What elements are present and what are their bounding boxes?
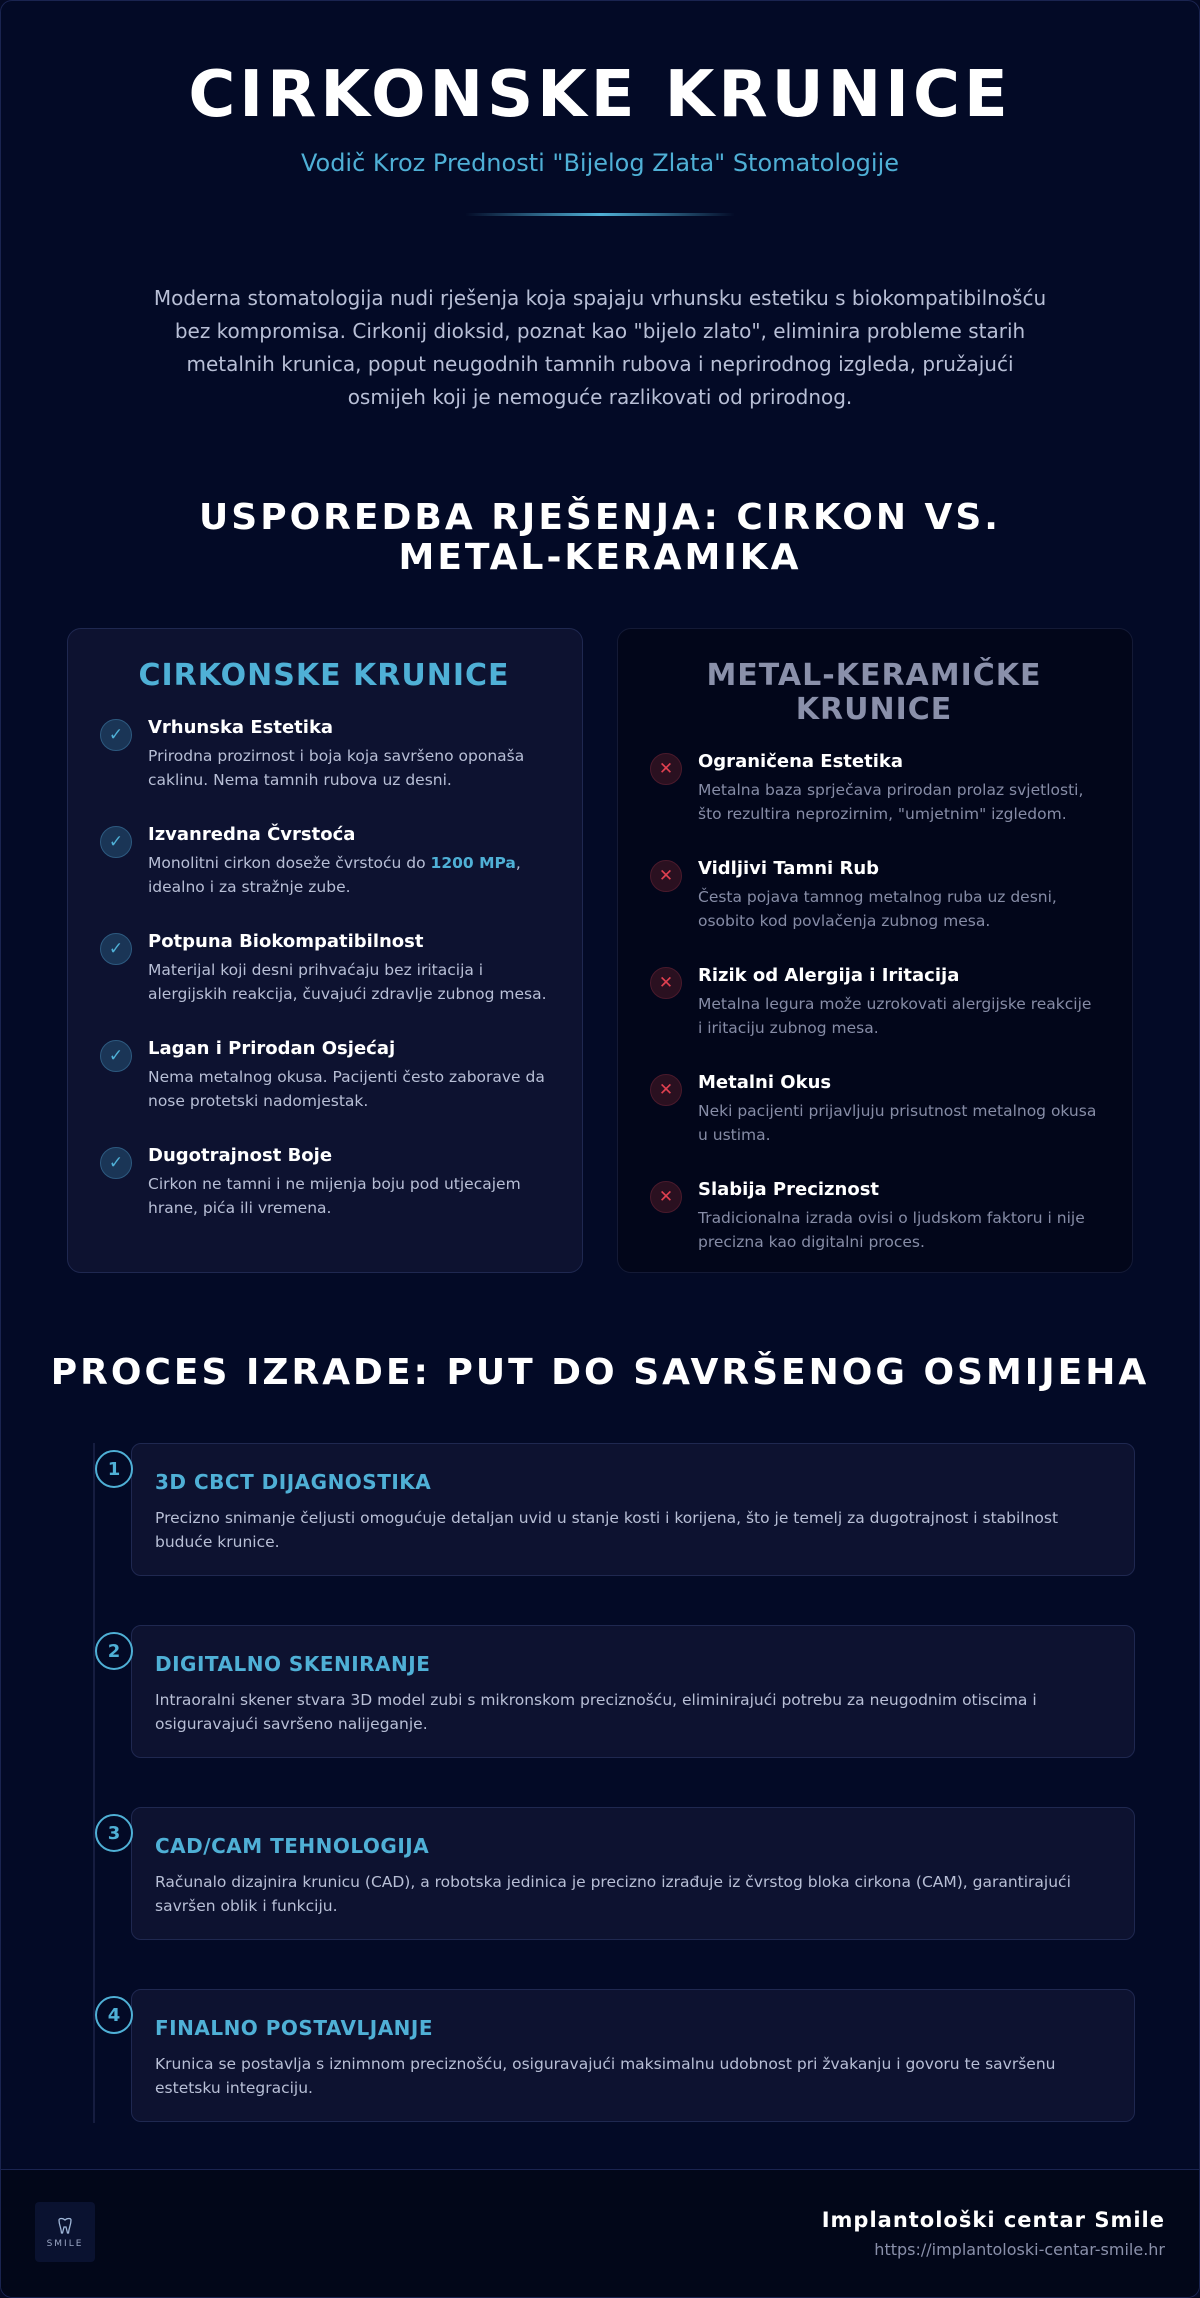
item-description: Nema metalnog okusa. Pacijenti često zaborave da nose protetski nadomjestak. xyxy=(148,1068,545,1110)
comparison-section xyxy=(67,628,1133,1273)
step-title: DIGITALNO SKENIRANJE xyxy=(155,1652,431,1676)
item-description xyxy=(148,851,548,899)
item-title: Vrhunska Estetika xyxy=(148,717,334,738)
list-item xyxy=(100,1145,548,1220)
list-item xyxy=(650,858,1098,933)
clinic-url[interactable]: https://implantoloski-centar-smile.hr xyxy=(874,2240,1165,2259)
logo xyxy=(35,2202,95,2262)
list-item xyxy=(650,965,1098,1040)
list-item xyxy=(100,931,548,1006)
header-divider xyxy=(465,213,735,216)
item-title: Vidljivi Tamni Rub xyxy=(698,858,880,879)
item-description: Materijal koji desni prihvaćaju bez iritacija i alergijskih reakcija, čuvajući zdravlje zubnog mesa. xyxy=(148,961,547,1003)
step-description: Krunica se postavlja s iznimnom preciznošću, osiguravajući maksimalnu udobnost pri žvakanju i govoru te savršenu estetsku integraciju. xyxy=(155,2055,1056,2097)
item-description: Česta pojava tamnog metalnog ruba uz desni, osobito kod povlačenja zubnog mesa. xyxy=(698,888,1057,930)
logo-text: SMILE xyxy=(46,2238,84,2249)
item-title: Potpuna Biokompatibilnost xyxy=(148,931,424,952)
check-icon: ✓ xyxy=(100,933,132,965)
step-title: CAD/CAM TEHNOLOGIJA xyxy=(155,1834,430,1858)
step-title: 3D CBCT DIJAGNOSTIKA xyxy=(155,1470,432,1494)
x-icon: ✕ xyxy=(650,860,682,892)
step-description: Precizno snimanje čeljusti omogućuje detaljan uvid u stanje kosti i korijena, što je temelj za dugotrajnost i stabilnost buduće krunice. xyxy=(155,1509,1059,1551)
page-subtitle: Vodič Kroz Prednosti "Bijelog Zlata" Stomatologije xyxy=(300,149,900,177)
list-item xyxy=(100,1038,548,1113)
intro-paragraph: Moderna stomatologija nudi rješenja koja spajaju vrhunsku estetiku s biokompatibilnošću bez kompromisa. Cirkonij dioksid, poznat kao "bijelo zlato", eliminira probleme starih metalnih krunica, poput neugodnih tamnih rubova i neprirodnog izgleda, pružajući osmijeh koji je nemoguće razlikovati od prirodnog. xyxy=(153,286,1047,409)
metal-column-title: METAL-KERAMIČKE KRUNICE xyxy=(706,658,1042,727)
item-description: Prirodna prozirnost i boja koja savršeno oponaša caklinu. Nema tamnih rubova uz desni. xyxy=(148,747,525,789)
list-item xyxy=(650,1179,1098,1254)
metal-ceramic-column xyxy=(617,628,1133,1273)
step-description: Intraoralni skener stvara 3D model zubi s mikronskom preciznošću, eliminirajući potrebu za neugodnim otiscima i osiguravajući savršeno nalijeganje. xyxy=(155,1691,1037,1733)
timeline-line xyxy=(93,1443,95,2123)
item-title: Metalni Okus xyxy=(698,1072,832,1093)
item-title: Dugotrajnost Boje xyxy=(148,1145,333,1166)
process-step xyxy=(107,1443,1135,1576)
item-title: Izvanredna Čvrstoća xyxy=(148,824,356,845)
check-icon: ✓ xyxy=(100,1147,132,1179)
item-description-end: , idealno i za stražnje zube. xyxy=(148,854,521,896)
zirconia-column-title: CIRKONSKE KRUNICE xyxy=(138,658,510,693)
list-item xyxy=(100,824,548,899)
item-description: Metalna baza sprječava prirodan prolaz svjetlosti, što rezultira neprozirnim, "umjetnim" izgledom. xyxy=(698,781,1084,823)
step-number-badge: 1 xyxy=(95,1450,133,1488)
list-item xyxy=(650,751,1098,826)
x-icon: ✕ xyxy=(650,753,682,785)
process-title: PROCES IZRADE: PUT DO SAVRŠENOG OSMIJEHA xyxy=(50,1352,1150,1393)
x-icon: ✕ xyxy=(650,1181,682,1213)
step-number-badge: 2 xyxy=(95,1632,133,1670)
check-icon: ✓ xyxy=(100,826,132,858)
zirconia-column xyxy=(67,628,583,1273)
footer-info xyxy=(822,2208,1165,2259)
check-icon: ✓ xyxy=(100,1040,132,1072)
clinic-name: Implantološki centar Smile xyxy=(821,2208,1165,2232)
item-title: Lagan i Prirodan Osjećaj xyxy=(148,1038,396,1059)
item-title: Slabija Preciznost xyxy=(698,1179,880,1200)
item-description: Neki pacijenti prijavljuju prisutnost metalnog okusa u ustima. xyxy=(698,1102,1097,1144)
header xyxy=(1,1,1199,216)
page-title: CIRKONSKE KRUNICE xyxy=(188,58,1012,132)
process-step xyxy=(107,1807,1135,1940)
step-number-badge: 4 xyxy=(95,1996,133,2034)
item-description-start: Monolitni cirkon doseže čvrstoću do xyxy=(148,854,431,872)
check-icon: ✓ xyxy=(100,719,132,751)
tooth-icon xyxy=(55,2216,75,2236)
process-step xyxy=(107,1989,1135,2122)
comparison-title: USPOREDBA RJEŠENJA: CIRKON VS. METAL-KERAMIKA xyxy=(199,497,1001,578)
process-step xyxy=(107,1625,1135,1758)
item-title: Ograničena Estetika xyxy=(698,751,904,772)
footer xyxy=(1,2169,1199,2297)
strength-highlight: 1200 MPa xyxy=(430,854,516,872)
item-title: Rizik od Alergija i Iritacija xyxy=(698,965,960,986)
item-description: Cirkon ne tamni i ne mijenja boju pod utjecajem hrane, pića ili vremena. xyxy=(148,1175,521,1217)
item-description: Metalna legura može uzrokovati alergijske reakcije i iritaciju zubnog mesa. xyxy=(698,995,1092,1037)
process-timeline xyxy=(93,1443,1133,2123)
step-number-badge: 3 xyxy=(95,1814,133,1852)
x-icon: ✕ xyxy=(650,1074,682,1106)
list-item xyxy=(100,717,548,792)
item-description: Tradicionalna izrada ovisi o ljudskom faktoru i nije precizna kao digitalni proces. xyxy=(698,1209,1085,1251)
x-icon: ✕ xyxy=(650,967,682,999)
step-description: Računalo dizajnira krunicu (CAD), a robotska jedinica je precizno izrađuje iz čvrstog bloka cirkona (CAM), garantirajući savršen oblik i funkciju. xyxy=(155,1873,1071,1915)
step-title: FINALNO POSTAVLJANJE xyxy=(155,2016,434,2040)
list-item xyxy=(650,1072,1098,1147)
